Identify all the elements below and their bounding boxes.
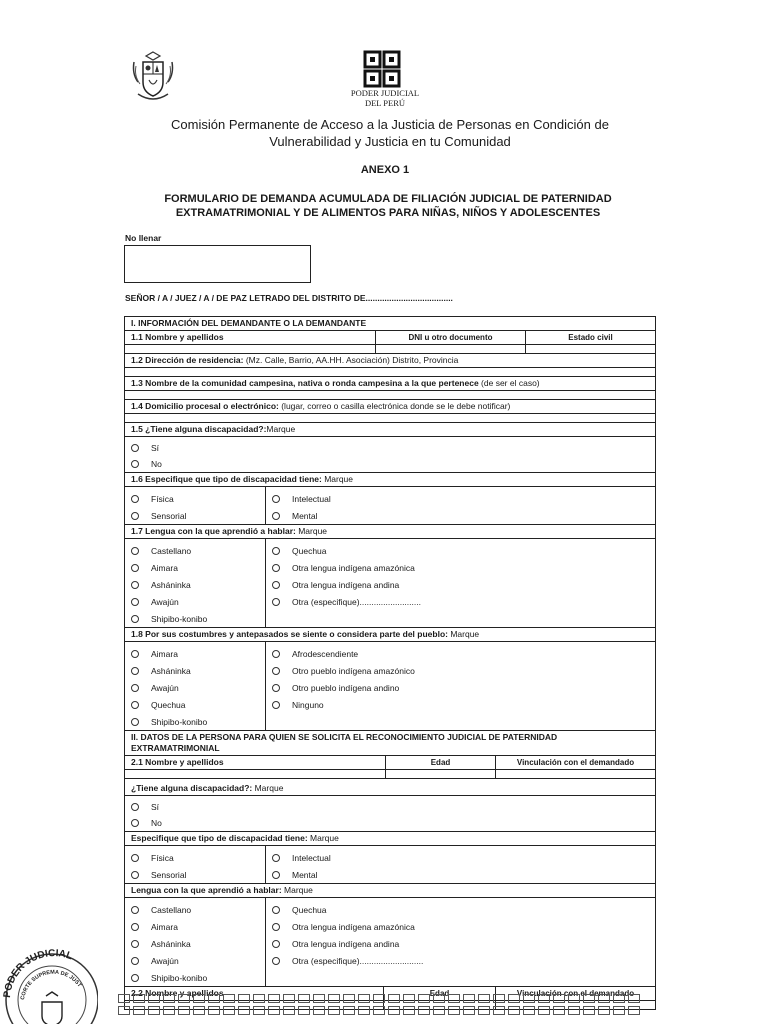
radio-button-icon[interactable] — [131, 460, 139, 468]
s2-lengua-option-ashaninka[interactable] — [131, 935, 259, 952]
pattern-square — [373, 994, 385, 1003]
q14-field[interactable] — [125, 414, 655, 423]
pattern-square — [568, 1006, 580, 1015]
pattern-square — [598, 1006, 610, 1015]
radio-button-icon[interactable] — [131, 923, 139, 931]
pattern-square — [328, 994, 340, 1003]
form-title-line1: FORMULARIO DE DEMANDA ACUMULADA DE FILIACIÓN JUDICIAL DE PATERNIDAD — [164, 193, 612, 205]
q18-option-ninguno[interactable] — [272, 696, 649, 713]
q15-options — [125, 437, 655, 473]
q15-line — [125, 423, 655, 437]
q17-option-otra-amazonica[interactable] — [272, 559, 649, 576]
radio-button-icon[interactable] — [272, 923, 280, 931]
s2-lengua-right1-label: Quechua — [292, 904, 327, 915]
pattern-square — [133, 994, 145, 1003]
poder-judicial-logo-icon — [362, 50, 402, 88]
s2-tipo-hint: Marque — [307, 833, 339, 843]
radio-button-icon[interactable] — [131, 819, 139, 827]
pattern-square — [553, 1006, 565, 1015]
s2-lengua-hint: Marque — [281, 885, 313, 895]
pj-name-line1: PODER JUDICIAL — [350, 88, 420, 98]
radio-button-icon[interactable] — [272, 701, 280, 709]
q15-label: 1.5 ¿Tiene alguna discapacidad?: — [131, 424, 267, 434]
q17-line — [125, 525, 655, 539]
radio-button-icon[interactable] — [131, 547, 139, 555]
pattern-square — [163, 1006, 175, 1015]
s2-tipo-label: Especifique que tipo de discapacidad tiene: — [131, 833, 308, 843]
q17-left4-label: Awajún — [151, 596, 179, 607]
s2-disc-line — [125, 779, 655, 796]
q11-doc-label: DNI u otro documento — [375, 331, 525, 344]
q18-option-afro[interactable] — [272, 645, 649, 662]
q11-doc-field[interactable] — [375, 345, 525, 353]
pattern-square — [253, 1006, 265, 1015]
pattern-square — [553, 994, 565, 1003]
pattern-square — [478, 1006, 490, 1015]
radio-button-icon[interactable] — [131, 564, 139, 572]
s2-lengua-left5-label: Shipibo-konibo — [151, 972, 208, 983]
q14-line — [125, 400, 655, 414]
pattern-square — [538, 1006, 550, 1015]
q17-right2-label: Otra lengua indígena amazónica — [292, 562, 415, 573]
radio-button-icon[interactable] — [272, 957, 280, 965]
q21-label: 2.1 Nombre y apellidos — [131, 757, 224, 767]
s2-tipo-right1-label: Intelectual — [292, 852, 331, 863]
s2-lengua-option-otra-andina[interactable] — [272, 935, 649, 952]
q16-option-mental[interactable] — [272, 507, 649, 524]
q17-left3-label: Asháninka — [151, 579, 191, 590]
s2-disc-option-no[interactable] — [131, 815, 649, 831]
s2-tipo-right2-label: Mental — [292, 869, 318, 880]
pattern-square — [118, 1006, 130, 1015]
q13-label: 1.3 Nombre de la comunidad campesina, nativa o ronda campesina a la que pertenece — [131, 378, 479, 388]
q18-right2-label: Otro pueblo indígena amazónico — [292, 665, 415, 676]
s2-disc-option-si[interactable] — [131, 799, 649, 815]
pattern-square — [538, 994, 550, 1003]
pattern-square — [613, 1006, 625, 1015]
no-llenar-label: No llenar — [125, 233, 162, 243]
s2-tipo-option-fisica[interactable] — [131, 849, 259, 866]
radio-button-icon[interactable] — [131, 581, 139, 589]
pattern-square — [463, 994, 475, 1003]
q17-right3-label: Otra lengua indígena andina — [292, 579, 400, 590]
s2-disc-label: ¿Tiene alguna discapacidad?: — [131, 783, 253, 793]
pattern-square — [238, 1006, 250, 1015]
q17-option-awajun[interactable] — [131, 593, 259, 610]
q16-left1-label: Física — [151, 493, 174, 504]
s2-tipo-line — [125, 832, 655, 846]
q12-line — [125, 354, 655, 368]
pattern-square — [583, 994, 595, 1003]
section-2-title — [125, 731, 655, 756]
radio-button-icon[interactable] — [131, 957, 139, 965]
q14-hint: (lugar, correo o casilla electrónica donde se le debe notificar) — [278, 401, 511, 411]
q18-left2-label: Asháninka — [151, 665, 191, 676]
pattern-square — [268, 1006, 280, 1015]
pattern-square — [148, 1006, 160, 1015]
pattern-square — [508, 1006, 520, 1015]
pattern-square — [193, 994, 205, 1003]
radio-button-icon[interactable] — [131, 940, 139, 948]
radio-button-icon[interactable] — [131, 701, 139, 709]
q18-line — [125, 628, 655, 642]
radio-button-icon[interactable] — [272, 684, 280, 692]
s2-lengua-option-shipibo[interactable] — [131, 969, 259, 986]
q22-vinculacion-label: Vinculación con el demandado — [495, 987, 655, 1000]
no-llenar-box — [124, 245, 311, 283]
pattern-square — [403, 1006, 415, 1015]
row-2-1-blank — [125, 770, 655, 779]
radio-button-icon[interactable] — [272, 906, 280, 914]
pattern-square — [343, 1006, 355, 1015]
q21-edad-field[interactable] — [385, 770, 495, 778]
pattern-square — [508, 994, 520, 1003]
pj-name-line2: DEL PERÚ — [364, 98, 406, 108]
radio-button-icon[interactable] — [272, 564, 280, 572]
pattern-square — [448, 1006, 460, 1015]
radio-button-icon[interactable] — [272, 581, 280, 589]
form-title-line2: EXTRAMATRIMONIAL Y DE ALIMENTOS PARA NIÑAS, NIÑOS Y ADOLESCENTES — [175, 207, 601, 219]
radio-button-icon[interactable] — [131, 615, 139, 623]
s2-lengua-option-otra-amazonica[interactable] — [272, 918, 649, 935]
q15-opt1-label: Sí — [151, 443, 160, 453]
radio-button-icon[interactable] — [131, 871, 139, 879]
pattern-square — [523, 1006, 535, 1015]
q11-label: 1.1 Nombre y apellidos — [131, 332, 224, 342]
q22-edad-label: Edad — [383, 987, 495, 1000]
q12-hint: (Mz. Calle, Barrio, AA.HH. Asociación) Distrito, Provincia — [243, 355, 459, 365]
pattern-square — [163, 994, 175, 1003]
q15-option-si[interactable] — [131, 440, 649, 456]
pattern-square — [598, 994, 610, 1003]
q18-hint: Marque — [447, 629, 480, 639]
row-1-1 — [125, 331, 655, 345]
pattern-square — [313, 994, 325, 1003]
judicial-seal-icon — [0, 938, 98, 1024]
q16-hint: Marque — [321, 474, 354, 484]
q16-options — [125, 487, 655, 525]
s2-tipo-left1-label: Física — [151, 852, 174, 863]
q16-label: 1.6 Especifique que tipo de discapacidad tiene: — [131, 474, 322, 484]
q13-hint: (de ser el caso) — [478, 378, 540, 388]
pattern-square — [223, 1006, 235, 1015]
pattern-square — [358, 1006, 370, 1015]
pattern-square — [373, 1006, 385, 1015]
radio-button-icon[interactable] — [131, 495, 139, 503]
pattern-square — [178, 994, 190, 1003]
q17-option-aimara[interactable] — [131, 559, 259, 576]
commission-line1: Comisión Permanente de Acceso a la Justicia de Personas en Condición de — [171, 117, 609, 132]
commission-title — [120, 116, 660, 150]
pattern-square — [493, 994, 505, 1003]
q18-option-awajun[interactable] — [131, 679, 259, 696]
peru-coat-of-arms-icon — [130, 48, 176, 104]
q18-option-quechua[interactable] — [131, 696, 259, 713]
s2-lengua-right4-label: Otra (especifique)........................... — [292, 955, 424, 966]
s2-lengua-right3-label: Otra lengua indígena andina — [292, 938, 400, 949]
pattern-square — [298, 1006, 310, 1015]
q14-label: 1.4 Domicilio procesal o electrónico: — [131, 401, 279, 411]
q11-civil-label: Estado civil — [525, 331, 655, 344]
q16-right2-label: Mental — [292, 510, 318, 521]
section-2-title-line1: II. DATOS DE LA PERSONA PARA QUIEN SE SOLICITA EL RECONOCIMIENTO JUDICIAL DE PATERNIDAD — [131, 732, 558, 742]
q18-right1-label: Afrodescendiente — [292, 648, 359, 659]
pattern-square — [178, 1006, 190, 1015]
pattern-square — [418, 994, 430, 1003]
pattern-square — [568, 994, 580, 1003]
pattern-square — [298, 994, 310, 1003]
s2-lengua-left1-label: Castellano — [151, 904, 192, 915]
pattern-square — [433, 994, 445, 1003]
radio-button-icon[interactable] — [131, 803, 139, 811]
annex-title: ANEXO 1 — [360, 164, 410, 176]
q17-option-quechua[interactable] — [272, 542, 649, 559]
q16-left2-label: Sensorial — [151, 510, 187, 521]
pattern-square — [388, 1006, 400, 1015]
radio-button-icon[interactable] — [131, 444, 139, 452]
pattern-square — [493, 1006, 505, 1015]
q18-left1-label: Aimara — [151, 648, 178, 659]
q16-right1-label: Intelectual — [292, 493, 331, 504]
pattern-square — [283, 994, 295, 1003]
pattern-square — [328, 1006, 340, 1015]
s2-lengua-option-quechua[interactable] — [272, 901, 649, 918]
q17-right4-label: Otra (especifique).......................... — [292, 596, 421, 607]
pattern-square — [463, 1006, 475, 1015]
form-title — [120, 192, 656, 220]
q13-line — [125, 377, 655, 391]
commission-line2: Vulnerabilidad y Justicia en tu Comunidad — [269, 134, 511, 149]
q12-field[interactable] — [125, 368, 655, 377]
q17-left1-label: Castellano — [151, 545, 192, 556]
q17-right1-label: Quechua — [292, 545, 327, 556]
pattern-square — [313, 1006, 325, 1015]
q18-option-aimara[interactable] — [131, 645, 259, 662]
page-pattern-strip — [118, 994, 652, 1016]
radio-button-icon[interactable] — [272, 598, 280, 606]
pattern-square — [358, 994, 370, 1003]
pattern-square — [433, 1006, 445, 1015]
q18-right3-label: Otro pueblo indígena andino — [292, 682, 400, 693]
radio-button-icon[interactable] — [131, 650, 139, 658]
q17-label: 1.7 Lengua con la que aprendió a hablar: — [131, 526, 296, 536]
pattern-square — [208, 994, 220, 1003]
s2-lengua-option-aimara[interactable] — [131, 918, 259, 935]
q17-option-otra[interactable] — [272, 593, 649, 610]
s2-lengua-option-otra[interactable] — [272, 952, 649, 969]
s2-disc-opt1-label: Sí — [151, 802, 160, 812]
s2-tipo-left2-label: Sensorial — [151, 869, 187, 880]
q17-left2-label: Aimara — [151, 562, 178, 573]
radio-button-icon[interactable] — [272, 854, 280, 862]
q18-option-ashaninka[interactable] — [131, 662, 259, 679]
q18-right4-label: Ninguno — [292, 699, 324, 710]
pattern-square — [613, 994, 625, 1003]
s2-lengua-option-castellano[interactable] — [131, 901, 259, 918]
q16-line — [125, 473, 655, 487]
pattern-square — [223, 994, 235, 1003]
q22-label: 2.2 Nombre y apellidos — [131, 988, 224, 998]
q21-vinculacion-label: Vinculación con el demandado — [495, 756, 655, 769]
pattern-square — [343, 994, 355, 1003]
q17-left5-label: Shipibo-konibo — [151, 613, 208, 624]
radio-button-icon[interactable] — [131, 598, 139, 606]
s2-lengua-left4-label: Awajún — [151, 955, 179, 966]
q12-label: 1.2 Dirección de residencia: — [131, 355, 244, 365]
pattern-square — [193, 1006, 205, 1015]
pattern-square — [523, 994, 535, 1003]
pattern-square — [148, 994, 160, 1003]
q18-left5-label: Shipibo-konibo — [151, 716, 208, 727]
pattern-square — [238, 994, 250, 1003]
s2-tipo-option-intelectual[interactable] — [272, 849, 649, 866]
q17-option-otra-andina[interactable] — [272, 576, 649, 593]
s2-lengua-option-awajun[interactable] — [131, 952, 259, 969]
s2-disc-opt2-label: No — [151, 818, 162, 828]
addressee-line: SEÑOR / A / JUEZ / A / DE PAZ LETRADO DEL DISTRITO DE..................................... — [125, 293, 453, 303]
radio-button-icon[interactable] — [131, 906, 139, 914]
row-2-1 — [125, 756, 655, 770]
s2-tipo-option-mental[interactable] — [272, 866, 649, 883]
q21-vinculacion-field[interactable] — [495, 770, 655, 778]
q16-option-sensorial[interactable] — [131, 507, 259, 524]
seal-outer-text: PODER JUDICIAL — [1, 947, 74, 999]
s2-lengua-left3-label: Asháninka — [151, 938, 191, 949]
radio-button-icon[interactable] — [131, 684, 139, 692]
pattern-square — [268, 994, 280, 1003]
q18-options — [125, 642, 655, 731]
poder-judicial-name — [330, 88, 440, 108]
pattern-square — [418, 1006, 430, 1015]
radio-button-icon[interactable] — [272, 871, 280, 879]
pattern-square — [448, 994, 460, 1003]
s2-tipo-options — [125, 846, 655, 884]
q17-option-castellano[interactable] — [131, 542, 259, 559]
q17-option-ashaninka[interactable] — [131, 576, 259, 593]
s2-lengua-label: Lengua con la que aprendió a hablar: — [131, 885, 282, 895]
pattern-square — [388, 994, 400, 1003]
seal-inner-text: CORTE SUPREMA DE JUST — [19, 969, 83, 1001]
q16-option-fisica[interactable] — [131, 490, 259, 507]
q11-civil-field[interactable] — [525, 345, 655, 353]
q21-name-field[interactable] — [125, 770, 385, 778]
pattern-square — [208, 1006, 220, 1015]
radio-button-icon[interactable] — [131, 512, 139, 520]
row-1-1-blank — [125, 345, 655, 354]
pattern-square — [403, 994, 415, 1003]
q21-edad-label: Edad — [385, 756, 495, 769]
s2-disc-hint: Marque — [252, 783, 284, 793]
q15-hint: Marque — [266, 424, 296, 434]
q18-label: 1.8 Por sus costumbres y antepasados se siente o considera parte del pueblo: — [131, 629, 448, 639]
pattern-square — [478, 994, 490, 1003]
pattern-square — [628, 994, 640, 1003]
pattern-square — [133, 1006, 145, 1015]
s2-tipo-option-sensorial[interactable] — [131, 866, 259, 883]
radio-button-icon[interactable] — [131, 718, 139, 726]
section-1-title: I. INFORMACIÓN DEL DEMANDANTE O LA DEMANDANTE — [125, 317, 655, 331]
s2-lengua-left2-label: Aimara — [151, 921, 178, 932]
q17-options — [125, 539, 655, 628]
s2-lengua-right2-label: Otra lengua indígena amazónica — [292, 921, 415, 932]
pattern-square — [583, 1006, 595, 1015]
q15-opt2-label: No — [151, 459, 162, 469]
pattern-square — [628, 1006, 640, 1015]
q18-left3-label: Awajún — [151, 682, 179, 693]
q11-name-field[interactable] — [125, 345, 375, 353]
radio-button-icon[interactable] — [272, 547, 280, 555]
q17-option-shipibo[interactable] — [131, 610, 259, 627]
section-2-title-line2: EXTRAMATRIMONIAL — [131, 743, 220, 753]
s2-disc-options — [125, 796, 655, 832]
q16-option-intelectual[interactable] — [272, 490, 649, 507]
radio-button-icon[interactable] — [131, 974, 139, 982]
pattern-square — [283, 1006, 295, 1015]
radio-button-icon[interactable] — [131, 854, 139, 862]
s2-lengua-options — [125, 898, 655, 987]
radio-button-icon[interactable] — [272, 667, 280, 675]
radio-button-icon[interactable] — [272, 650, 280, 658]
demand-form — [124, 316, 656, 1010]
pattern-square — [118, 994, 130, 1003]
q15-option-no[interactable] — [131, 456, 649, 472]
q18-option-shipibo[interactable] — [131, 713, 259, 730]
q18-option-otro-amazonico[interactable] — [272, 662, 649, 679]
pattern-square — [253, 994, 265, 1003]
q18-left4-label: Quechua — [151, 699, 186, 710]
radio-button-icon[interactable] — [272, 512, 280, 520]
radio-button-icon[interactable] — [272, 495, 280, 503]
s2-lengua-line — [125, 884, 655, 898]
q18-option-otro-andino[interactable] — [272, 679, 649, 696]
radio-button-icon[interactable] — [131, 667, 139, 675]
radio-button-icon[interactable] — [272, 940, 280, 948]
q13-field[interactable] — [125, 391, 655, 400]
q17-hint: Marque — [295, 526, 328, 536]
